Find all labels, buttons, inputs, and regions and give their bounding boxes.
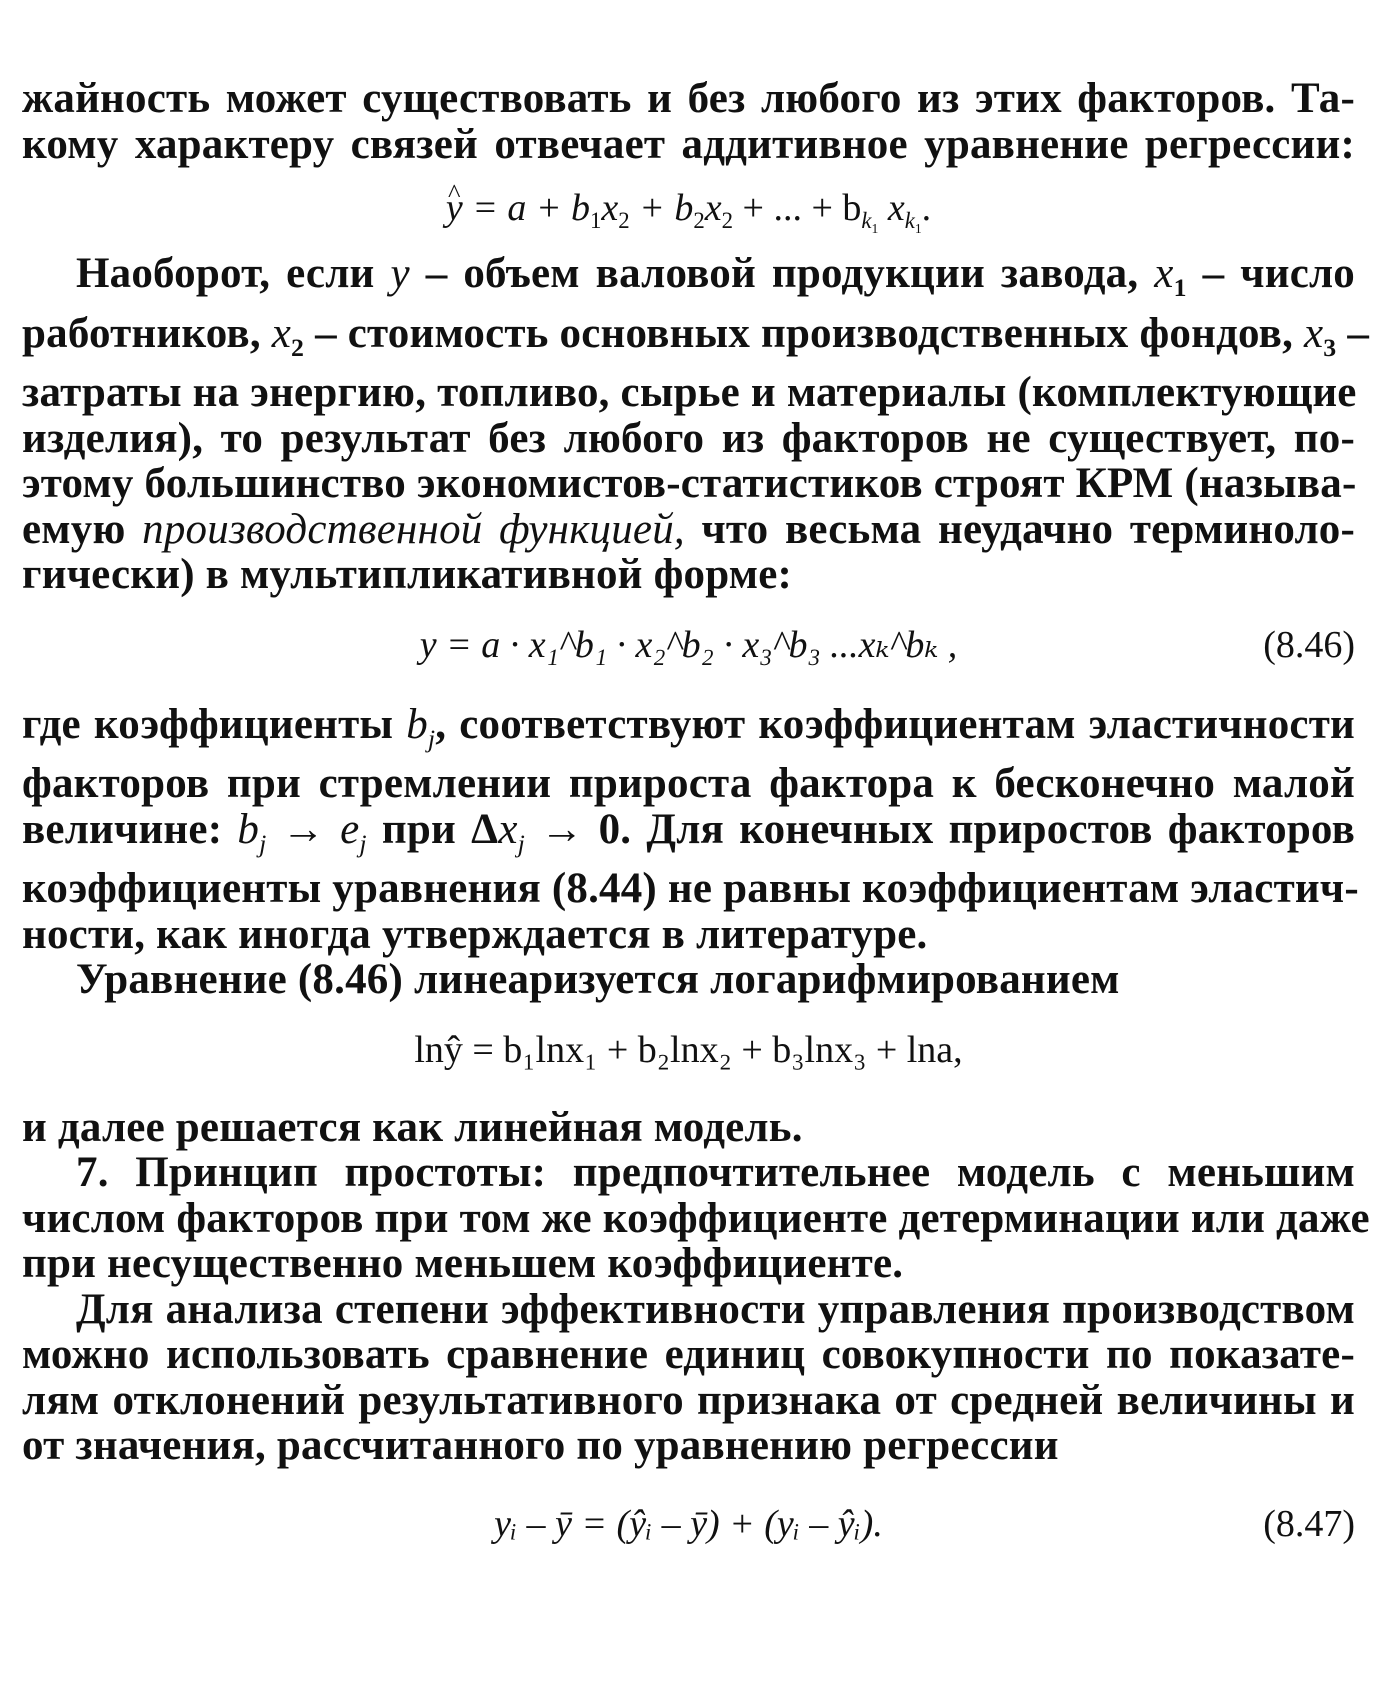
equation-number: (8.47) bbox=[1263, 1502, 1355, 1545]
equation-log-formula: lnŷ = b₁lnx₁ + b₂lnx₂ + b₃lnx₃ + lna, bbox=[414, 1028, 963, 1071]
text-line: 7. Принцип простоты: предпочтительнее модель с меньшим bbox=[76, 1149, 1355, 1197]
equation-8-46-formula: y = a · x₁^b₁ · x₂^b₂ · x₃^b₃ ...xₖ^bₖ , bbox=[419, 623, 958, 666]
equation-log bbox=[22, 1017, 1355, 1083]
text-line: жайность может существовать и без любого из этих факторов. Та- bbox=[22, 75, 1355, 122]
text-line: ности, как иногда утверждается в литературе. bbox=[22, 910, 928, 958]
text-line: Уравнение (8.46) линеаризуется логарифмированием bbox=[76, 956, 1120, 1004]
text-line: можно использовать сравнение единиц совокупности по показате- bbox=[22, 1331, 1355, 1379]
text-line: величине: $b_j \to e_j$ при $\Delta x_j \to 0$. Для конечных приростов факторов bbox=[22, 805, 1355, 858]
text-line: работников, $x_2$ – стоимость основных производственных фондов, $x_3$ – bbox=[22, 309, 1370, 362]
equation-8-47 bbox=[22, 1491, 1355, 1557]
text-line: гически) в мультипликативной форме: bbox=[22, 551, 792, 599]
text-line: кому характеру связей отвечает аддитивное уравнение регрессии: bbox=[22, 120, 1355, 168]
text-line: Наоборот, если y – объем валовой продукции завода, $x_1$ – число bbox=[76, 250, 1356, 303]
text-line: числом факторов при том же коэффициенте детерминации или даже bbox=[22, 1194, 1370, 1242]
equation-additive bbox=[22, 175, 1355, 241]
text-line: коэффициенты уравнения (8.44) не равны коэффициентам эластич- bbox=[22, 865, 1359, 913]
equation-8-47-formula: yᵢ – ȳ = (ŷᵢ – ȳ) + (yᵢ – ŷᵢ). bbox=[494, 1502, 883, 1545]
text-line: факторов при стремлении прироста фактора к бесконечно малой bbox=[22, 760, 1355, 808]
text-line: лям отклонений результативного признака от средней величины и bbox=[22, 1376, 1355, 1424]
equation-8-46 bbox=[22, 612, 1355, 678]
text-line: затраты на энергию, топливо, сырье и материалы (комплектующие bbox=[22, 369, 1357, 417]
text-line: при несущественно меньшем коэффициенте. bbox=[22, 1240, 904, 1288]
text-line: Для анализа степени эффективности управления производством bbox=[76, 1285, 1355, 1333]
text-line: изделия), то результат без любого из факторов не существует, по- bbox=[22, 414, 1355, 462]
text-line: где коэффициенты $b_j$, соответствуют коэффициентам эластичности bbox=[22, 700, 1355, 753]
text-line: и далее решается как линейная модель. bbox=[22, 1103, 803, 1151]
text-line: от значения, рассчитанного по уравнению регрессии bbox=[22, 1422, 1059, 1470]
text-line: емую производственной функцией, что весьма неудачно терминоло- bbox=[22, 505, 1356, 553]
equation-additive-formula: ^ $y = a + b_1x_2 + b_2x_2$ + ... + $b_{k_1}$ $x_{k_1}$. bbox=[22, 175, 1355, 262]
equation-number: (8.46) bbox=[1263, 623, 1355, 666]
text-line: этому большинство экономистов-статистиков строят КРМ (называ- bbox=[22, 460, 1357, 508]
